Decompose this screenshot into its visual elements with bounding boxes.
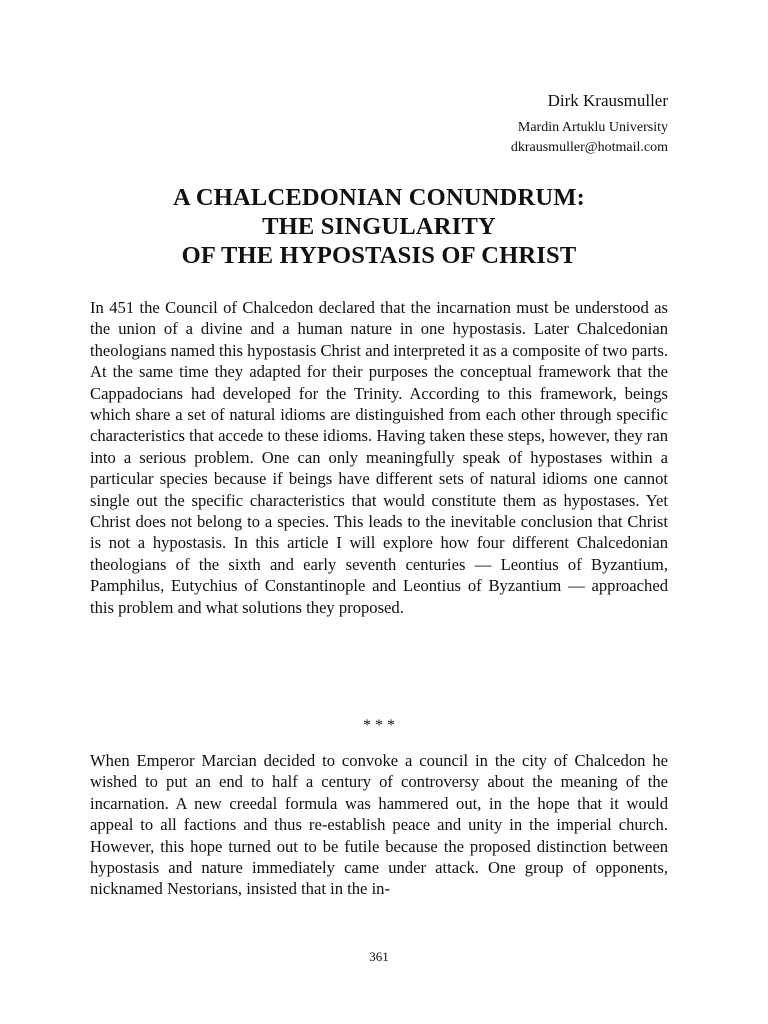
- section-separator: * * *: [363, 717, 395, 734]
- title-line-3: OF THE HYPOSTASIS OF CHRIST: [181, 242, 577, 269]
- article-title: [90, 183, 668, 270]
- author-name: Dirk Krausmuller: [547, 91, 668, 110]
- body-paragraph: When Emperor Marcian decided to convoke a council in the city of Chalcedon he wished to put an end to half a century of controversy about the meaning of the incarnation. A new creedal formula was hammered out, in the hope that it would appeal to all factions and thus re-establish peace and unity in the imperial church. However, this hope turned out to be futile because the proposed distinction between hypostasis and nature immediately came under attack. One group of opponents, nicknamed Nestorians, insisted that in the in-: [90, 751, 668, 899]
- title-line-1: A CHALCEDONIAN CONUNDRUM:: [173, 184, 585, 211]
- author-block: [511, 90, 668, 158]
- page-number: 361: [369, 949, 389, 964]
- author-email: dkrausmuller@hotmail.com: [510, 140, 668, 155]
- abstract-paragraph: In 451 the Council of Chalcedon declared that the incarnation must be understood as the union of a divine and a human nature in one hypostasis. Later Chalcedonian theologians named this hypostasis Christ and interpreted it as a composite of two parts. At the same time they adapted for their purposes the conceptual framework that the Cappadocians had developed for the Trinity. According to this framework, beings which share a set of natural idioms are distinguished from each other through specific characteristics that accede to these idioms. Having taken these steps, however, they ran into a serious problem. One can only meaningfully speak of hypostases within a particular species because if beings have different sets of natural idioms one cannot single out the specific characteristics that would constitute them as hypostases. Yet Christ does not belong to a species. This leads to the inevitable conclusion that Christ is not a hypostasis. In this article I will explore how four different Chalcedonian theologians of the sixth and early seventh centuries — Leontius of Byzantium, Pamphilus, Eutychius of Constantinople and Leontius of Byzantium — approached this problem and what solutions they proposed.: [90, 298, 668, 617]
- paper-page: [90, 0, 668, 1024]
- author-affiliation: Mardin Artuklu University: [517, 120, 668, 135]
- title-line-2: THE SINGULARITY: [262, 213, 496, 240]
